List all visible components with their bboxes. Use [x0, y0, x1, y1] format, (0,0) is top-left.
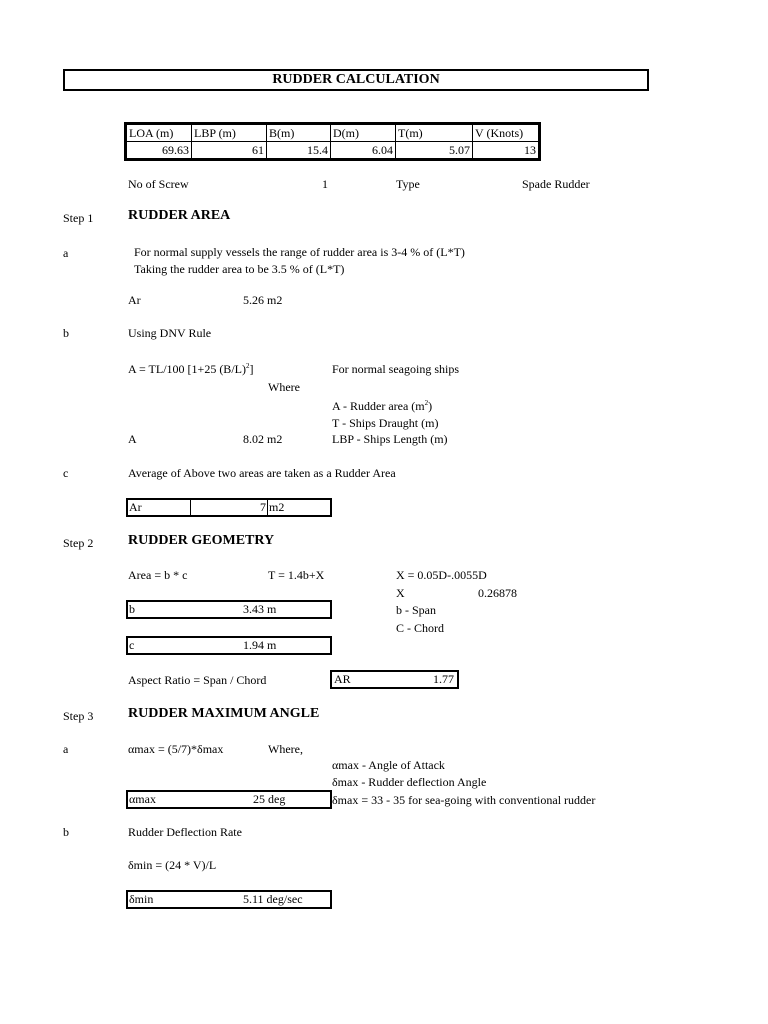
screw-label: No of Screw — [128, 177, 189, 191]
chord-label: c — [129, 638, 135, 652]
dnv-formula — [128, 362, 253, 376]
header-t: T(m) — [396, 125, 473, 142]
value-t: 5.07 — [396, 142, 473, 159]
t-formula: T = 1.4b+X — [268, 568, 325, 582]
type-label: Type — [396, 177, 420, 191]
step1-c-text: Average of Above two areas are taken as a Rudder Area — [128, 466, 396, 480]
type-value: Spade Rudder — [522, 177, 590, 191]
aspect-ratio-value: 1.77 — [433, 672, 454, 686]
header-b: B(m) — [267, 125, 331, 142]
alpha-formula: αmax = (5/7)*δmax — [128, 742, 224, 756]
step1-a-line1: For normal supply vessels the range of rudder area is 3-4 % of (L*T) — [134, 245, 465, 259]
dnv-formula-sup: 2 — [245, 362, 250, 370]
delta-max-note: δmax = 33 - 35 for sea-going with conventional rudder — [332, 793, 596, 807]
def-draught: T - Ships Draught (m) — [332, 416, 439, 430]
value-lbp: 61 — [192, 142, 267, 159]
cell-divider — [267, 500, 268, 515]
dimensions-table — [126, 124, 539, 159]
average-area-unit: m2 — [269, 500, 285, 514]
ar-label: Ar — [128, 293, 141, 307]
value-d: 6.04 — [331, 142, 396, 159]
deflection-rate-label: δmin — [129, 892, 154, 906]
step1-label: Step 1 — [63, 211, 94, 225]
step3-title: RUDDER MAXIMUM ANGLE — [128, 706, 320, 721]
chord-box — [126, 636, 332, 655]
deflection-rate-box — [126, 890, 332, 909]
def-rudder-area-text: A - Rudder area (m — [332, 399, 425, 413]
delta-def: δmax - Rudder deflection Angle — [332, 775, 487, 789]
ar-value: 5.26 m2 — [243, 293, 283, 307]
header-d: D(m) — [331, 125, 396, 142]
value-v: 13 — [473, 142, 539, 159]
span-def: b - Span — [396, 603, 436, 617]
average-area-label: Ar — [129, 500, 142, 514]
alpha-max-value: 25 deg — [253, 792, 286, 806]
def-rudder-area-end: ) — [428, 399, 433, 413]
average-area-value: 7 — [260, 500, 266, 514]
area-formula: Area = b * c — [128, 568, 188, 582]
where-label-2: Where, — [268, 742, 303, 756]
span-box — [126, 600, 332, 619]
value-b: 15.4 — [267, 142, 331, 159]
table-header-row — [127, 125, 539, 142]
step2-title: RUDDER GEOMETRY — [128, 533, 275, 548]
deflection-rate-text: Rudder Deflection Rate — [128, 825, 242, 839]
aspect-ratio-text: Aspect Ratio = Span / Chord — [128, 673, 267, 687]
dnv-note: For normal seagoing ships — [332, 362, 459, 376]
a-label: A — [128, 432, 137, 446]
x-formula: X = 0.05D-.0055D — [396, 568, 487, 582]
x-value: 0.26878 — [478, 586, 517, 600]
def-rudder-area-sup: 2 — [424, 399, 429, 407]
page-title: RUDDER CALCULATION — [63, 69, 649, 91]
header-lbp: LBP (m) — [192, 125, 267, 142]
step3-b-letter: b — [63, 825, 69, 839]
table-row — [127, 142, 539, 159]
step2-label: Step 2 — [63, 536, 94, 550]
alpha-def: αmax - Angle of Attack — [332, 758, 445, 772]
alpha-max-label: αmax — [129, 792, 156, 806]
value-loa: 69.63 — [127, 142, 192, 159]
step1-c-letter: c — [63, 466, 69, 480]
alpha-max-box — [126, 790, 332, 809]
dnv-formula-end: ] — [249, 362, 254, 376]
step1-title: RUDDER AREA — [128, 208, 231, 223]
deflection-rate-value: 5.11 deg/sec — [243, 892, 303, 906]
span-label: b — [129, 602, 135, 616]
dnv-formula-text: A = TL/100 [1+25 (B/L) — [128, 362, 246, 376]
a-value: 8.02 m2 — [243, 432, 283, 446]
step1-a-line2: Taking the rudder area to be 3.5 % of (L*T) — [134, 262, 345, 276]
x-label: X — [396, 586, 405, 600]
average-area-box — [126, 498, 332, 517]
chord-value: 1.94 m — [243, 638, 277, 652]
aspect-ratio-box — [330, 670, 459, 689]
def-rudder-area — [332, 399, 432, 413]
aspect-ratio-label: AR — [334, 672, 351, 686]
screw-value: 1 — [322, 177, 328, 191]
step1-b-letter: b — [63, 326, 69, 340]
header-v: V (Knots) — [473, 125, 539, 142]
step3-label: Step 3 — [63, 709, 94, 723]
step3-a-letter: a — [63, 742, 69, 756]
where-label: Where — [268, 380, 300, 394]
rate-formula: δmin = (24 * V)/L — [128, 858, 217, 872]
step1-b-text: Using DNV Rule — [128, 326, 212, 340]
def-lbp: LBP - Ships Length (m) — [332, 432, 448, 446]
header-loa: LOA (m) — [127, 125, 192, 142]
chord-def: C - Chord — [396, 621, 444, 635]
span-value: 3.43 m — [243, 602, 277, 616]
step1-a-letter: a — [63, 246, 69, 260]
